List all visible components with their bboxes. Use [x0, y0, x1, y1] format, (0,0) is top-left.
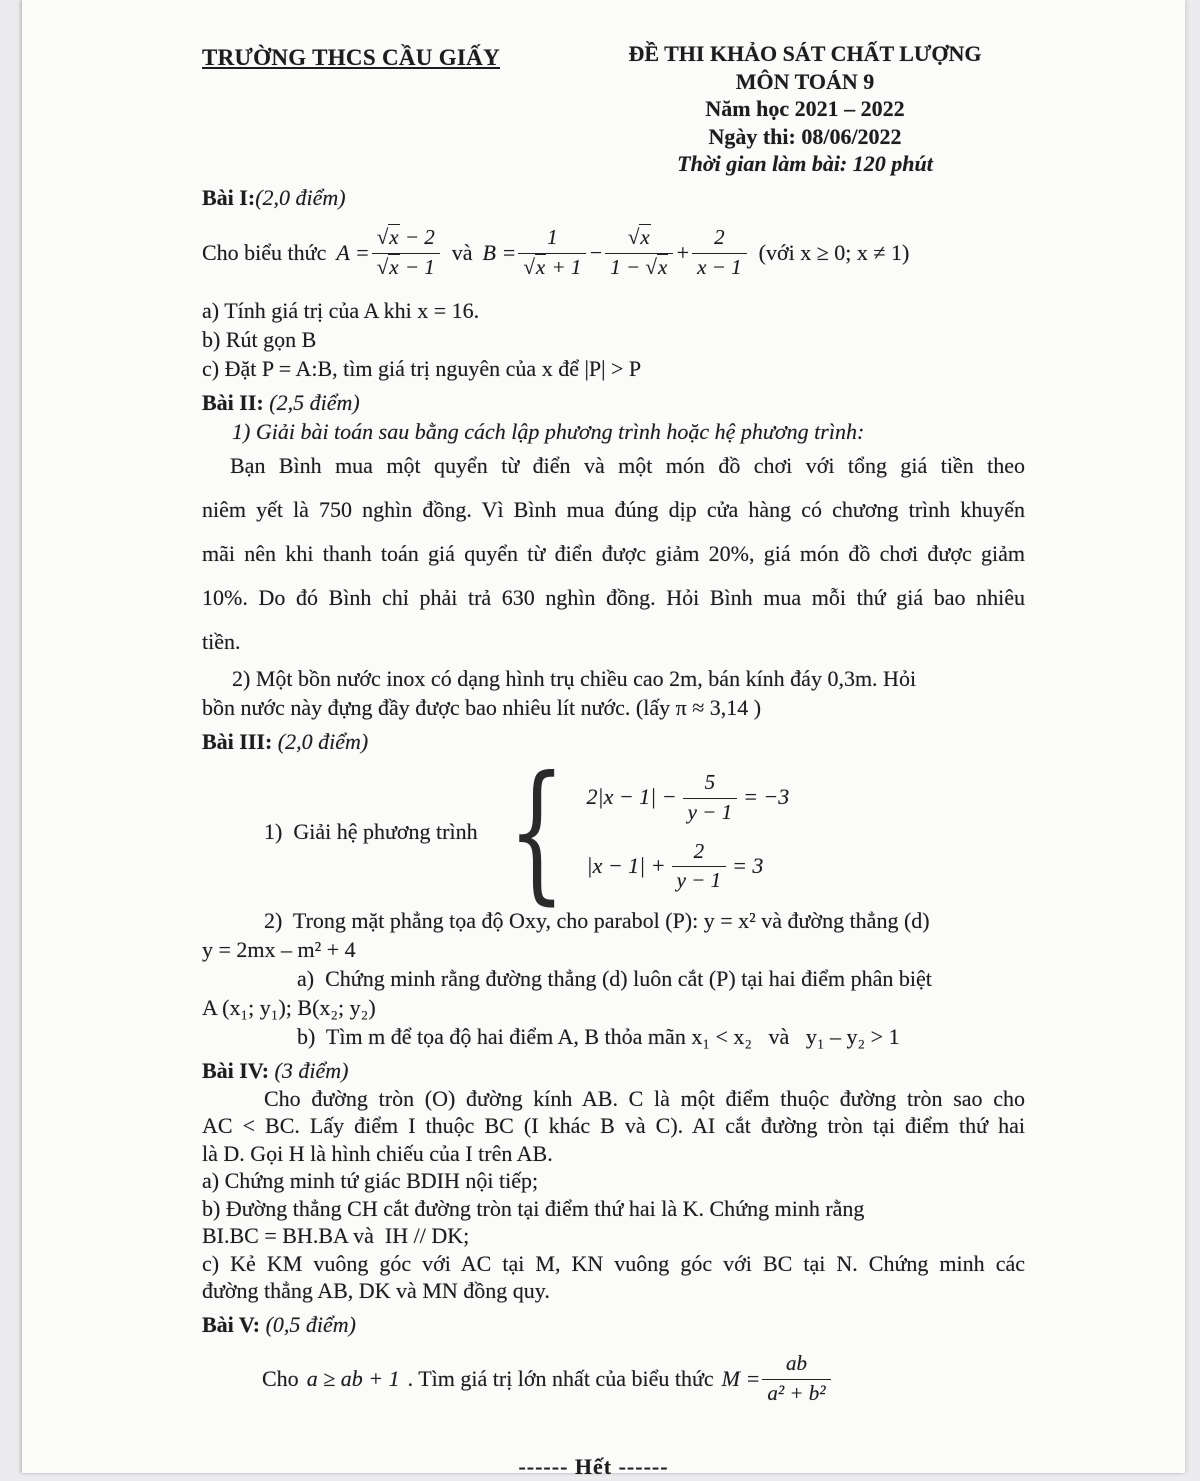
- radicand: x: [657, 255, 668, 279]
- bai1-label: Bài I:: [202, 184, 256, 210]
- bai1-condition: (với x ≥ 0; x ≠ 1): [758, 239, 910, 265]
- formula-B-frac3: $\frac{2}{x - 1}$: [690, 225, 749, 279]
- den-rest: + 1: [546, 255, 582, 279]
- eq2-rhs: = 3: [732, 852, 764, 878]
- plus-sign: +: [675, 239, 691, 265]
- bai4-body: [202, 1085, 1025, 1305]
- formula-M: [722, 1351, 833, 1405]
- school-name: TRƯỜNG THCS CẦU GIẤY: [202, 45, 501, 70]
- eq1-fraction: $\frac{5}{y - 1}$: [681, 770, 740, 824]
- bai1-item-c: c) Đặt P = A:B, tìm giá trị nguyên của x để |P| > P: [202, 355, 642, 381]
- minus-sign: −: [588, 239, 604, 265]
- document-page: [22, 0, 1185, 1479]
- formula-A-fraction: [370, 225, 442, 279]
- formula-B-lhs: B =: [482, 239, 517, 265]
- bai4-item-b-line2: BI.BC = BH.BA và IH // DK;: [202, 1223, 470, 1248]
- bai3-part2-line1: 2) Trong mặt phẳng tọa độ Oxy, cho parabol (P): y = x² và đường thẳng (d): [264, 907, 930, 933]
- bai1-points: (2,0 điểm): [255, 184, 346, 210]
- bai3-system-row: [202, 744, 1025, 919]
- exam-year: Năm học 2021 – 2022: [705, 96, 905, 121]
- paragraph-line: niêm yết là 750 nghìn đồng. Vì Bình mua đúng dịp cửa hàng có chương trình khuyến: [202, 496, 1025, 522]
- eq1-rhs: = −3: [743, 784, 790, 810]
- exam-date: Ngày thi: 08/06/2022: [708, 123, 902, 149]
- bai1-item-a: a) Tính giá trị của A khi x = 16.: [202, 297, 480, 323]
- system-equations: [587, 770, 790, 892]
- page-content: [22, 0, 1185, 1481]
- bai1-intro: Cho biểu thức: [202, 239, 327, 265]
- bai3-item-a-line2: A (x₁; y₁); B(x₂; y₂): [202, 994, 376, 1020]
- bai3-item-b: b) Tìm m để tọa độ hai điểm A, B thỏa mãn x₁ < x₂ và y₁ – y₂ > 1: [297, 1023, 900, 1049]
- formula-B-frac1: $\frac{1}{√x + 1}$: [516, 225, 588, 279]
- exam-header-block: [585, 40, 1025, 178]
- bai2-part2-line2: bồn nước này đựng đầy được bao nhiêu lít nước. (lấy π ≈ 3,14 ): [202, 694, 762, 720]
- bai4-item-c-line2: đường thẳng AB, DK và MN đồng quy.: [202, 1278, 550, 1303]
- radicand: x: [640, 225, 650, 250]
- bai4-points: (3 điểm): [274, 1057, 349, 1083]
- end-marker: ------ Hết ------: [518, 1453, 669, 1479]
- paragraph-line: mãi nên khi thanh toán giá quyển từ điển được giảm 20%, giá món đồ chơi được giảm: [202, 540, 1025, 566]
- paragraph-line: 10%. Do đó Bình chỉ phải trả 630 nghìn đồng. Hỏi Bình mua mỗi thứ giá bao nhiêu: [202, 584, 1025, 610]
- bai1-formula-row: [202, 216, 1025, 290]
- section-bai2-heading: [202, 389, 1025, 417]
- sqrt-sign: √: [627, 225, 640, 250]
- paragraph-line: là D. Gọi H là hình chiếu của I trên AB.: [202, 1140, 553, 1166]
- section-bai5-heading: [202, 1311, 1025, 1339]
- bai3-system-label: 1) Giải hệ phương trình: [264, 818, 484, 844]
- exam-duration: Thời gian làm bài: 120 phút: [677, 151, 933, 176]
- sqrt-sign: √: [645, 255, 657, 279]
- paragraph-line: Bạn Bình mua một quyển từ điển và một món đồ chơi với tổng giá tiền theo: [230, 452, 1025, 478]
- bai3-points: (2,0 điểm): [277, 728, 369, 754]
- paragraph-line: tiền.: [202, 628, 241, 654]
- formula-A: [336, 225, 441, 279]
- bai1-item-b: b) Rút gọn B: [202, 326, 317, 352]
- bai5-mid: . Tìm giá trị lớn nhất của biểu thức: [407, 1365, 714, 1391]
- system-brace: {: [508, 744, 566, 919]
- sqrt-sign: √: [376, 255, 389, 279]
- sqrt-sign: √: [376, 225, 389, 250]
- bai2-label: Bài II:: [202, 389, 264, 415]
- bai4-item-a: a) Chứng minh tứ giác BDIH nội tiếp;: [202, 1168, 539, 1193]
- section-bai3-heading: [202, 728, 1025, 756]
- bai5-intro: Cho: [262, 1365, 299, 1391]
- num-rest: − 2: [399, 225, 435, 250]
- system-eq1: [587, 770, 790, 824]
- formula-M-lhs: M =: [721, 1365, 761, 1391]
- radicand: x: [535, 255, 546, 279]
- paragraph-line: AC < BC. Lấy điểm I thuộc BC (I khác B và C). AI cắt đường tròn tại điểm thứ hai: [202, 1113, 1025, 1138]
- eq1-lead: 2|x − 1| −: [586, 784, 677, 810]
- section-bai1-heading: [202, 184, 1025, 212]
- bai3-part2-line2: y = 2mx – m² + 4: [202, 936, 356, 962]
- bai2-points: (2,5 điểm): [269, 389, 360, 415]
- exam-subject: MÔN TOÁN 9: [735, 68, 875, 94]
- formula-B-frac2: [603, 225, 675, 279]
- formula-M-fraction: $\frac{ab}{\text{a² + b²}}$: [760, 1351, 832, 1405]
- sqrt-sign: √: [523, 255, 535, 279]
- bai5-formula-row: [262, 1347, 1025, 1411]
- bai3-label: Bài III:: [202, 728, 273, 754]
- bai5-condition: a ≥ ab + 1: [306, 1365, 400, 1391]
- exam-title: ĐỀ THI KHẢO SÁT CHẤT LƯỢNG: [628, 41, 982, 66]
- bai2-part1-intro: 1) Giải bài toán sau bằng cách lập phương trình hoặc hệ phương trình:: [232, 418, 865, 444]
- bai1-va: và: [451, 239, 473, 265]
- den-rest: − 1: [399, 255, 435, 279]
- header: [202, 40, 1025, 178]
- den-lead: 1 −: [610, 255, 646, 279]
- bai2-part2-line1: 2) Một bồn nước inox có dạng hình trụ chiều cao 2m, bán kính đáy 0,3m. Hỏi: [232, 665, 917, 691]
- formula-B: [483, 225, 749, 279]
- radicand: x: [389, 225, 399, 250]
- bai4-item-c-line1: c) Kẻ KM vuông góc với AC tại M, KN vuông góc với BC tại N. Chứng minh các: [202, 1250, 1025, 1276]
- bai5-points: (0,5 điểm): [265, 1311, 357, 1337]
- radicand: x: [389, 255, 399, 279]
- section-bai4-heading: [202, 1057, 1025, 1085]
- bai4-label: Bài IV:: [202, 1057, 270, 1083]
- paragraph-line: Cho đường tròn (O) đường kính AB. C là một điểm thuộc đường tròn sao cho: [264, 1085, 1025, 1111]
- formula-A-lhs: A =: [336, 239, 370, 265]
- bai4-item-b-line1: b) Đường thẳng CH cắt đường tròn tại điểm thứ hai là K. Chứng minh rằng: [202, 1195, 865, 1221]
- bai5-label: Bài V:: [202, 1311, 261, 1337]
- bai3-item-a-line1: a) Chứng minh rằng đường thẳng (d) luôn cắt (P) tại hai điểm phân biệt: [297, 965, 932, 991]
- eq2-fraction: $\frac{2}{y - 1}$: [670, 839, 729, 893]
- bai2-part1-paragraph: [202, 444, 1025, 664]
- system-eq2: [587, 839, 790, 893]
- eq2-lead: |x − 1| +: [586, 852, 666, 878]
